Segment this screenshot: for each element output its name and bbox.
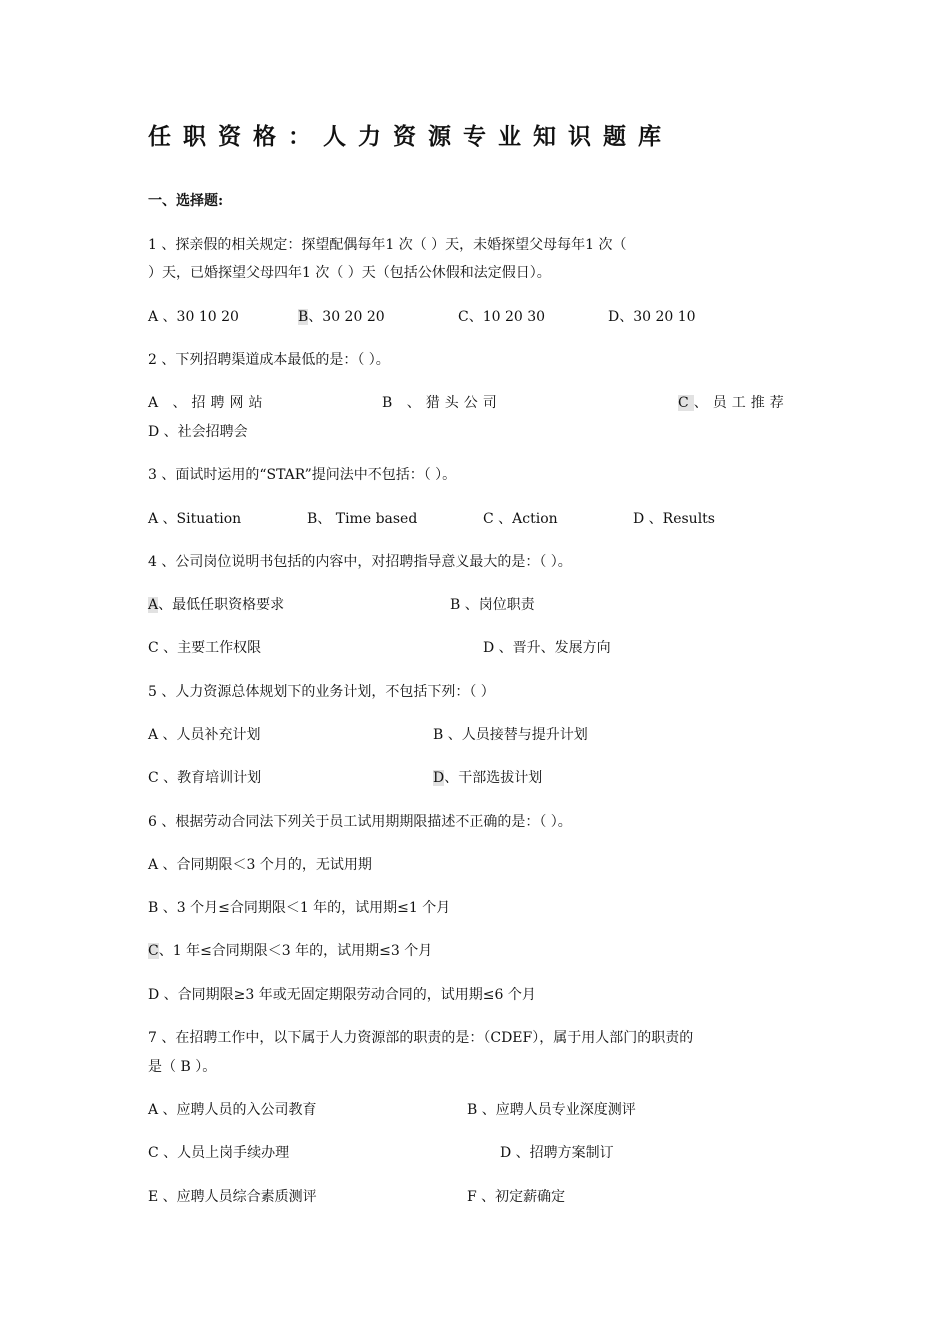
q3-option-c: C 、Action <box>483 511 558 527</box>
q3-option-a: A 、Situation <box>148 511 242 527</box>
q6-stem: 6 、根据劳动合同法下列关于员工试用期期限描述不正确的是：（ ）。 <box>148 814 572 830</box>
q7-stem-line2: 是（ B ）。 <box>148 1059 217 1075</box>
q7-option-e: E 、应聘人员综合素质测评 <box>148 1189 317 1205</box>
q7-stem-line1: 7 、在招聘工作中，以下属于人力资源部的职责的是：（CDEF），属于用人部门的职责的 <box>148 1030 694 1046</box>
q1-option-c: C、10 20 30 <box>458 309 546 325</box>
q7-option-f: F 、初定薪确定 <box>467 1189 566 1205</box>
q2-option-b: B 、猎头公司 <box>382 395 502 411</box>
q1-stem-line1: 1 、探亲假的相关规定：探望配偶每年1 次（ ）天，未婚探望父母每年1 次（ <box>148 237 627 253</box>
q6-option-a: A 、合同期限＜3 个月的，无试用期 <box>148 857 372 873</box>
q4-option-c: C 、主要工作权限 <box>148 640 262 656</box>
q6-option-d: D 、合同期限≥3 年或无固定期限劳动合同的，试用期≤6 个月 <box>148 987 536 1003</box>
answer-highlight: C <box>148 943 159 959</box>
answer-highlight: A <box>148 597 159 613</box>
q1-stem-line2: ）天，已婚探望父母四年1 次（ ）天（包括公休假和法定假日）。 <box>148 265 551 281</box>
q2-option-d: D 、社会招聘会 <box>148 424 248 440</box>
q2-stem: 2 、下列招聘渠道成本最低的是：（ ）。 <box>148 352 390 368</box>
answer-highlight: C <box>678 395 694 411</box>
q5-option-b: B 、人员接替与提升计划 <box>433 727 588 743</box>
q4-stem: 4 、公司岗位说明书包括的内容中，对招聘指导意义最大的是：（ ）。 <box>148 554 572 570</box>
q1-option-a: A 、30 10 20 <box>148 309 239 325</box>
q4-option-b: B 、岗位职责 <box>450 597 535 613</box>
q3-stem: 3 、面试时运用的“STAR”提问法中不包括：（ ）。 <box>148 467 457 483</box>
q1-option-d: D、30 20 10 <box>608 309 696 325</box>
q4-option-a: A、最低任职资格要求 <box>148 597 285 613</box>
page-title: 任职资格：人力资源专业知识题库 <box>148 123 673 150</box>
q6-option-c: C、1 年≤合同期限＜3 年的，试用期≤3 个月 <box>148 943 433 959</box>
q5-option-a: A 、人员补充计划 <box>148 727 261 743</box>
q6-option-b: B 、3 个月≤合同期限＜1 年的，试用期≤1 个月 <box>148 900 451 916</box>
section-heading: 一、选择题: <box>148 193 224 209</box>
q2-option-a: A 、招聘网站 <box>148 395 268 411</box>
q2-option-c: C、员工推荐 <box>678 395 789 411</box>
answer-highlight: B <box>298 309 309 325</box>
answer-highlight: D <box>433 770 445 786</box>
q4-option-d: D 、晋升、发展方向 <box>483 640 611 656</box>
q7-option-a: A 、应聘人员的入公司教育 <box>148 1102 317 1118</box>
q3-option-b: B、 Time based <box>307 511 418 527</box>
q5-stem: 5 、人力资源总体规划下的业务计划，不包括下列：（ ） <box>148 684 495 700</box>
q7-option-d: D 、招聘方案制订 <box>500 1145 614 1161</box>
q3-option-d: D 、Results <box>633 511 715 527</box>
q7-option-c: C 、人员上岗手续办理 <box>148 1145 290 1161</box>
q1-option-b: B、30 20 20 <box>298 309 385 325</box>
q7-option-b: B 、应聘人员专业深度测评 <box>467 1102 636 1118</box>
q5-option-c: C 、教育培训计划 <box>148 770 262 786</box>
q5-option-d: D、干部选拔计划 <box>433 770 543 786</box>
